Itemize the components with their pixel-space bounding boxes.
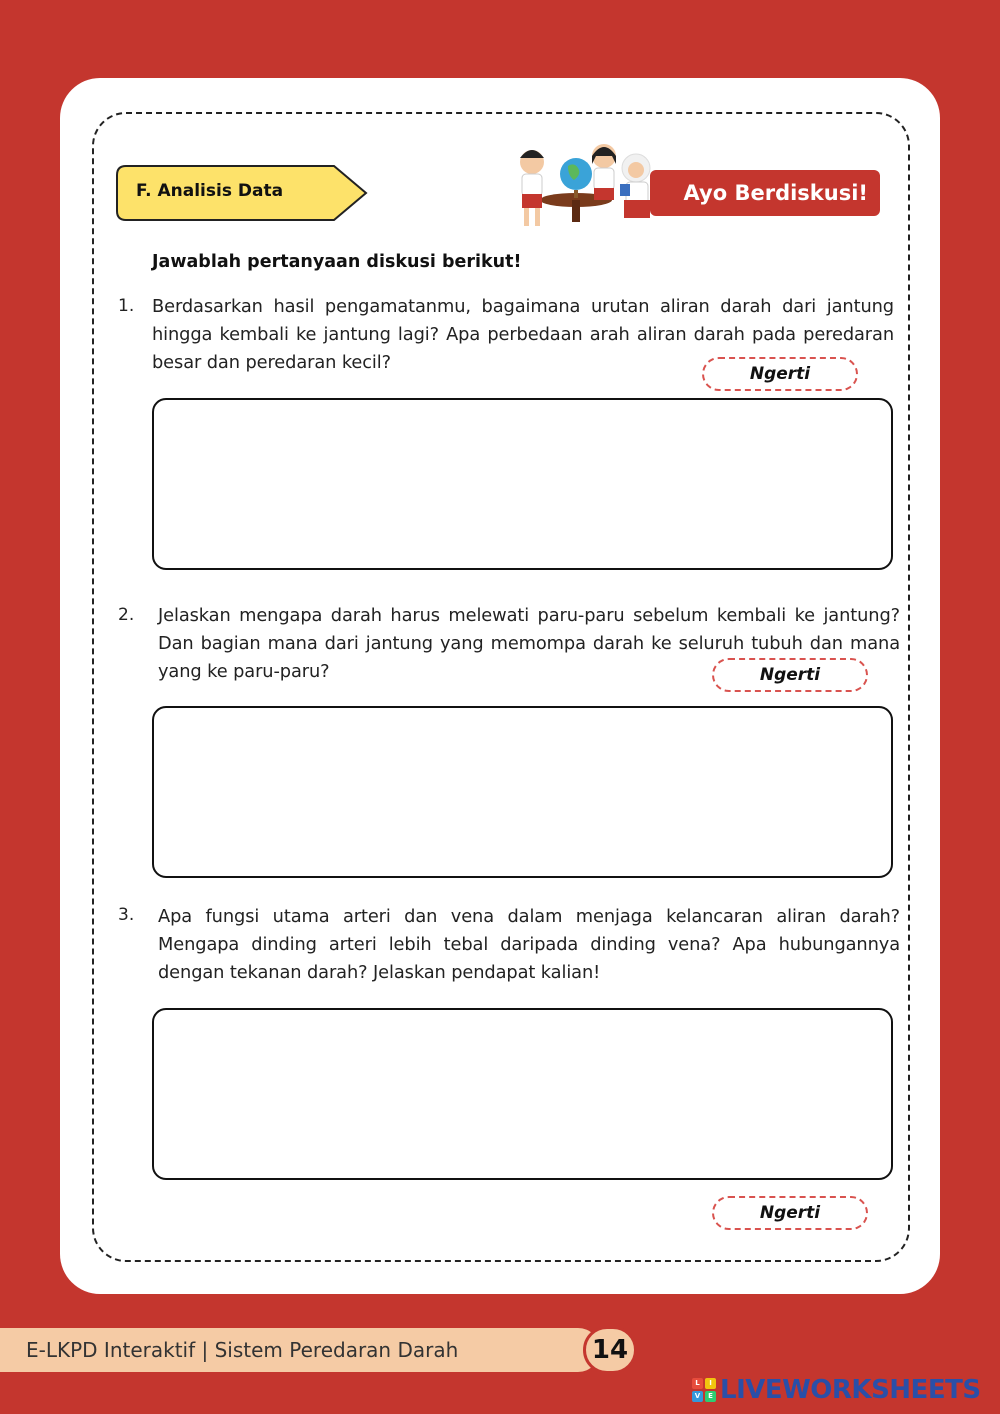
question-number: 1.: [118, 296, 135, 316]
answer-box[interactable]: [152, 706, 893, 878]
kids-illustration: [508, 134, 668, 234]
question-text: Jelaskan mengapa darah harus melewati paru-paru sebelum kembali ke jantung? Dan bagian mana dari jantung yang memompa darah ke seluruh tubuh dan mana yang ke paru-paru?: [158, 605, 900, 682]
logo-tile: I: [705, 1378, 716, 1389]
question-text: Apa fungsi utama arteri dan vena dalam menjaga kelancaran aliran darah? Mengapa dinding arteri lebih tebal daripada dinding vena? Apa hubungannya dengan tekanan darah? Jelaskan pendapat kalian!: [158, 906, 900, 983]
liveworksheets-wordmark: LIVEWORKSHEETS: [720, 1375, 981, 1405]
liveworksheets-logo: [692, 1375, 981, 1405]
logo-tile: V: [692, 1391, 703, 1402]
section-title: F. Analisis Data: [136, 181, 284, 201]
ngerti-button[interactable]: Ngerti: [712, 1196, 868, 1230]
question-number: 3.: [118, 905, 135, 925]
ngerti-button[interactable]: Ngerti: [702, 357, 858, 391]
ngerti-button[interactable]: Ngerti: [712, 658, 868, 692]
liveworksheets-icon: [692, 1378, 716, 1402]
answer-box[interactable]: [152, 398, 893, 570]
logo-tile: L: [692, 1378, 703, 1389]
discussion-banner: Ayo Berdiskusi!: [650, 170, 880, 216]
instruction-text: Jawablah pertanyaan diskusi berikut!: [152, 252, 522, 272]
section-tag: [116, 165, 368, 221]
question-number: 2.: [118, 605, 135, 625]
footer-title: E-LKPD Interaktif | Sistem Peredaran Darah: [0, 1328, 600, 1372]
page-number: 14: [583, 1326, 637, 1374]
answer-box[interactable]: [152, 1008, 893, 1180]
logo-tile: E: [705, 1391, 716, 1402]
question-text: Berdasarkan hasil pengamatanmu, bagaimana urutan aliran darah dari jantung hingga kembali ke jantung lagi? Apa perbedaan arah aliran darah pada peredaran besar dan peredaran kecil?: [152, 296, 894, 373]
